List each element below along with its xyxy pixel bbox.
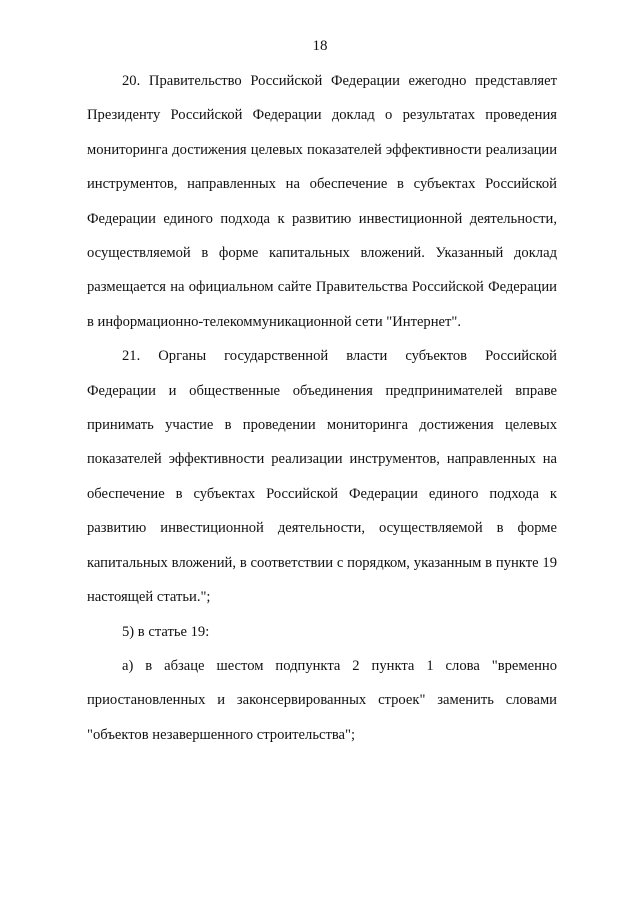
paragraph-article-19-heading: 5) в статье 19: bbox=[122, 623, 210, 640]
paragraph-item-20: 20. Правительство Российской Федерации ежегодно представляет Президенту Российской Федерации доклад о результатах проведения мониторинга достижения целевых показателей эффективности реализации инструментов, направленных на обеспечение в субъектах Российской Федерации единого подхода к развитию инвестиционной деятельности, осуществляемой в форме капитальных вложений. Указанный доклад размещается на официальном сайте Правительства Российской Федерации в информационно-телекоммуникационной сети "Интернет". bbox=[87, 73, 557, 330]
document-body bbox=[87, 64, 557, 752]
paragraph-item-21: 21. Органы государственной власти субъектов Российской Федерации и общественные объединения предпринимателей вправе принимать участие в проведении мониторинга достижения целевых показателей эффективности реализации инструментов, направленных на обеспечение в субъектах Российской Федерации единого подхода к развитию инвестиционной деятельности, осуществляемой в форме капитальных вложений, в соответствии с порядком, указанным в пункте 19 настоящей статьи."; bbox=[87, 348, 557, 606]
paragraph-amendment-a: а) в абзаце шестом подпункта 2 пункта 1 слова "временно приостановленных и законсервированных строек" заменить словами "объектов незавершенного строительства"; bbox=[87, 657, 557, 743]
page-number: 18 bbox=[312, 38, 328, 54]
